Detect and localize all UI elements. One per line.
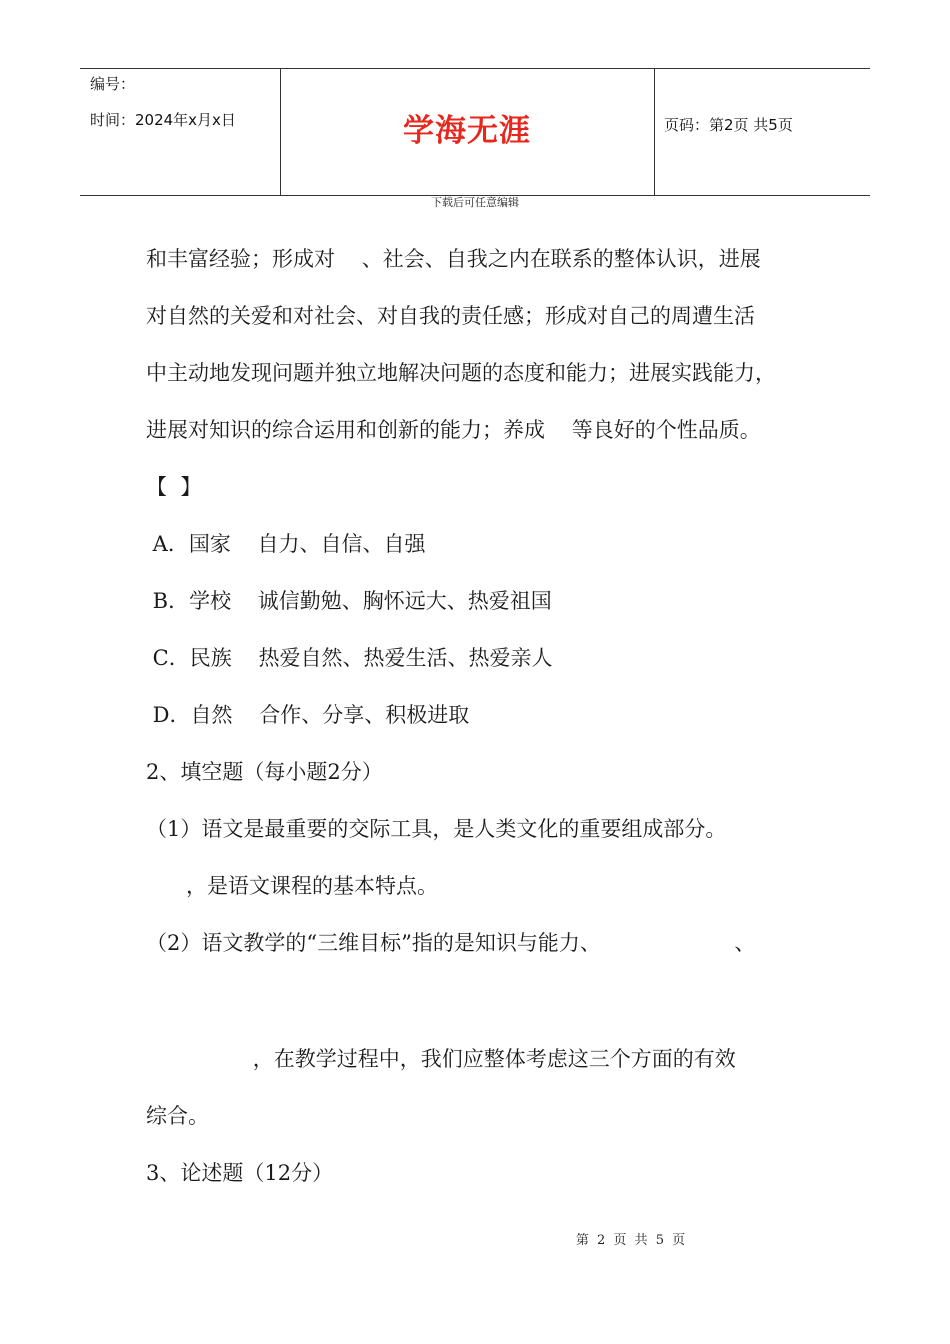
fill-in-question-2-end: 综合。 bbox=[146, 1104, 209, 1128]
section-fill-in-heading: 2、填空题（每小题2分） bbox=[146, 760, 383, 784]
section-essay-heading: 3、论述题（12分） bbox=[146, 1161, 334, 1185]
body-line-2: 对自然的关爱和对社会、对自我的责任感；形成对自己的周遭生活 bbox=[146, 304, 755, 328]
body-line-1: 和丰富经验；形成对 、社会、自我之内在联系的整体认识，进展 bbox=[146, 247, 761, 271]
fill-in-question-2-cont: ，在教学过程中，我们应整体考虑这三个方面的有效 bbox=[146, 1047, 736, 1071]
page-info-label: 页码：第2页 共5页 bbox=[664, 116, 793, 134]
header-brand-cell bbox=[280, 69, 655, 195]
edit-note: 下载后可任意编辑 bbox=[431, 196, 519, 209]
option-b: B．学校 诚信勤勉、胸怀远大、热爱祖国 bbox=[146, 589, 552, 613]
document-number-label: 编号： bbox=[90, 75, 136, 93]
body-line-3: 中主动地发现问题并独立地解决问题的态度和能力；进展实践能力， bbox=[146, 361, 776, 385]
answer-bracket: 【 】 bbox=[146, 475, 202, 499]
option-d: D．自然 合作、分享、积极进取 bbox=[146, 703, 470, 727]
header-table bbox=[80, 68, 870, 196]
fill-in-question-1: （1）语文是最重要的交际工具，是人类文化的重要组成部分。 bbox=[146, 817, 727, 841]
header-right-cell bbox=[654, 69, 870, 195]
page-footer: 第 2 页 共 5 页 bbox=[575, 1233, 688, 1248]
header-left-cell bbox=[80, 69, 281, 195]
fill-in-question-2: （2）语文教学的“三维目标”指的是知识与能力、 、 bbox=[146, 931, 756, 955]
fill-in-question-1-cont: ，是语文课程的基本特点。 bbox=[146, 874, 439, 898]
option-c: C．民族 热爱自然、热爱生活、热爱亲人 bbox=[146, 646, 553, 670]
body-line-4: 进展对知识的综合运用和创新的能力；养成 等良好的个性品质。 bbox=[146, 418, 761, 442]
brand-title: 学海无涯 bbox=[403, 113, 531, 149]
option-a: A．国家 自力、自信、自强 bbox=[146, 532, 426, 556]
document-date-label: 时间：2024年x月x日 bbox=[90, 111, 236, 129]
